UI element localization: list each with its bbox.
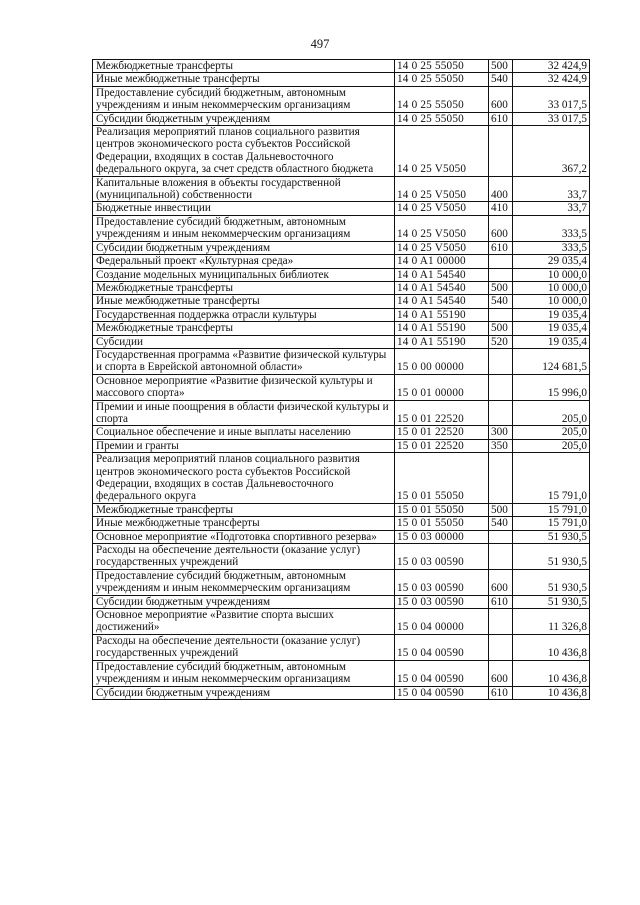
expense-name-cell: Государственная программа «Развитие физической культуры и спорта в Еврейской автономной области»: [93, 348, 395, 374]
target-code-cell: 14 0 A1 55190: [395, 322, 489, 335]
target-code-cell: 15 0 03 00590: [395, 544, 489, 570]
table-row: [93, 295, 590, 308]
table-row: [93, 112, 590, 125]
amount-cell: 205,0: [513, 439, 590, 452]
target-code-cell: 15 0 01 55050: [395, 453, 489, 504]
amount-cell: 19 035,4: [513, 335, 590, 348]
target-code-cell: 14 0 A1 00000: [395, 255, 489, 268]
expense-type-cell: [489, 400, 513, 426]
expense-type-cell: 350: [489, 439, 513, 452]
expense-type-cell: 600: [489, 569, 513, 595]
expense-name-cell: Субсидии бюджетным учреждениям: [93, 686, 395, 699]
budget-table: [92, 59, 590, 700]
table-row: [93, 176, 590, 202]
table-row: [93, 86, 590, 112]
table-row: [93, 281, 590, 294]
target-code-cell: 14 0 25 55050: [395, 60, 489, 73]
expense-type-cell: 300: [489, 426, 513, 439]
table-row: [93, 126, 590, 177]
amount-cell: 33,7: [513, 202, 590, 215]
table-row: [93, 215, 590, 241]
expense-name-cell: Субсидии: [93, 335, 395, 348]
target-code-cell: 15 0 04 00590: [395, 686, 489, 699]
target-code-cell: 15 0 01 22520: [395, 439, 489, 452]
expense-type-cell: 610: [489, 241, 513, 254]
expense-name-cell: Межбюджетные трансферты: [93, 322, 395, 335]
target-code-cell: 15 0 03 00590: [395, 595, 489, 608]
table-row: [93, 503, 590, 516]
expense-name-cell: Премии и гранты: [93, 439, 395, 452]
expense-type-cell: 600: [489, 86, 513, 112]
expense-name-cell: Иные межбюджетные трансферты: [93, 295, 395, 308]
expense-type-cell: [489, 268, 513, 281]
expense-type-cell: 600: [489, 215, 513, 241]
amount-cell: 333,5: [513, 215, 590, 241]
expense-name-cell: Реализация мероприятий планов социального развития центров экономического роста субъектов Российской Федерации, входящих в состав Дальневосточного федерального округа, за счет средств областного бюджета: [93, 126, 395, 177]
table-row: [93, 634, 590, 660]
table-row: [93, 530, 590, 543]
expense-type-cell: 540: [489, 295, 513, 308]
amount-cell: 10 436,8: [513, 660, 590, 686]
target-code-cell: 15 0 01 22520: [395, 426, 489, 439]
amount-cell: 10 000,0: [513, 295, 590, 308]
expense-name-cell: Премии и иные поощрения в области физической культуры и спорта: [93, 400, 395, 426]
table-row: [93, 268, 590, 281]
expense-type-cell: 500: [489, 60, 513, 73]
amount-cell: 19 035,4: [513, 322, 590, 335]
amount-cell: 205,0: [513, 400, 590, 426]
table-row: [93, 569, 590, 595]
table-row: [93, 686, 590, 699]
expense-name-cell: Субсидии бюджетным учреждениям: [93, 241, 395, 254]
table-row: [93, 453, 590, 504]
expense-type-cell: [489, 634, 513, 660]
target-code-cell: 14 0 A1 55190: [395, 335, 489, 348]
expense-name-cell: Межбюджетные трансферты: [93, 60, 395, 73]
expense-type-cell: [489, 453, 513, 504]
target-code-cell: 14 0 A1 54540: [395, 281, 489, 294]
budget-table-body: [93, 60, 590, 700]
expense-name-cell: Бюджетные инвестиции: [93, 202, 395, 215]
amount-cell: 15 791,0: [513, 503, 590, 516]
expense-type-cell: 600: [489, 660, 513, 686]
expense-name-cell: Капитальные вложения в объекты государственной (муниципальной) собственности: [93, 176, 395, 202]
amount-cell: 51 930,5: [513, 569, 590, 595]
expense-type-cell: 610: [489, 112, 513, 125]
amount-cell: 19 035,4: [513, 308, 590, 321]
expense-type-cell: 500: [489, 322, 513, 335]
amount-cell: 15 791,0: [513, 517, 590, 530]
expense-name-cell: Создание модельных муниципальных библиотек: [93, 268, 395, 281]
expense-type-cell: 410: [489, 202, 513, 215]
expense-type-cell: [489, 609, 513, 635]
amount-cell: 205,0: [513, 426, 590, 439]
table-row: [93, 544, 590, 570]
expense-name-cell: Межбюджетные трансферты: [93, 281, 395, 294]
table-row: [93, 609, 590, 635]
amount-cell: 11 326,8: [513, 609, 590, 635]
table-row: [93, 660, 590, 686]
expense-type-cell: 500: [489, 503, 513, 516]
target-code-cell: 15 0 04 00000: [395, 609, 489, 635]
expense-type-cell: 520: [489, 335, 513, 348]
table-row: [93, 308, 590, 321]
expense-type-cell: 500: [489, 281, 513, 294]
expense-name-cell: Основное мероприятие «Развитие спорта высших достижений»: [93, 609, 395, 635]
expense-name-cell: Предоставление субсидий бюджетным, автономным учреждениям и иным некоммерческим организациям: [93, 86, 395, 112]
amount-cell: 367,2: [513, 126, 590, 177]
expense-name-cell: Основное мероприятие «Подготовка спортивного резерва»: [93, 530, 395, 543]
expense-name-cell: Субсидии бюджетным учреждениям: [93, 595, 395, 608]
table-row: [93, 202, 590, 215]
expense-type-cell: [489, 374, 513, 400]
target-code-cell: 15 0 01 55050: [395, 517, 489, 530]
target-code-cell: 14 0 25 V5050: [395, 215, 489, 241]
amount-cell: 33 017,5: [513, 86, 590, 112]
table-row: [93, 73, 590, 86]
amount-cell: 10 000,0: [513, 281, 590, 294]
expense-type-cell: [489, 255, 513, 268]
target-code-cell: 14 0 25 V5050: [395, 241, 489, 254]
expense-type-cell: 400: [489, 176, 513, 202]
table-row: [93, 241, 590, 254]
expense-type-cell: 610: [489, 686, 513, 699]
target-code-cell: 14 0 25 55050: [395, 112, 489, 125]
amount-cell: 51 930,5: [513, 544, 590, 570]
target-code-cell: 15 0 01 55050: [395, 503, 489, 516]
expense-type-cell: [489, 308, 513, 321]
target-code-cell: 15 0 01 00000: [395, 374, 489, 400]
amount-cell: 333,5: [513, 241, 590, 254]
page-number: 497: [310, 37, 330, 51]
expense-type-cell: 540: [489, 73, 513, 86]
amount-cell: 33,7: [513, 176, 590, 202]
expense-name-cell: Расходы на обеспечение деятельности (оказание услуг) государственных учреждений: [93, 634, 395, 660]
expense-name-cell: Социальное обеспечение и иные выплаты населению: [93, 426, 395, 439]
table-row: [93, 322, 590, 335]
target-code-cell: 14 0 A1 55190: [395, 308, 489, 321]
expense-name-cell: Иные межбюджетные трансферты: [93, 517, 395, 530]
table-row: [93, 335, 590, 348]
target-code-cell: 15 0 01 22520: [395, 400, 489, 426]
target-code-cell: 14 0 25 V5050: [395, 176, 489, 202]
table-row: [93, 255, 590, 268]
target-code-cell: 14 0 25 55050: [395, 86, 489, 112]
expense-name-cell: Реализация мероприятий планов социального развития центров экономического роста субъектов Российской Федерации, входящих в состав Дальневосточного федерального округа: [93, 453, 395, 504]
table-row: [93, 426, 590, 439]
expense-type-cell: [489, 544, 513, 570]
table-row: [93, 439, 590, 452]
target-code-cell: 15 0 03 00590: [395, 569, 489, 595]
table-row: [93, 60, 590, 73]
expense-type-cell: 540: [489, 517, 513, 530]
amount-cell: 10 436,8: [513, 634, 590, 660]
amount-cell: 29 035,4: [513, 255, 590, 268]
expense-type-cell: [489, 348, 513, 374]
expense-name-cell: Государственная поддержка отрасли культуры: [93, 308, 395, 321]
amount-cell: 51 930,5: [513, 530, 590, 543]
expense-name-cell: Федеральный проект «Культурная среда»: [93, 255, 395, 268]
expense-name-cell: Предоставление субсидий бюджетным, автономным учреждениям и иным некоммерческим организациям: [93, 215, 395, 241]
target-code-cell: 15 0 04 00590: [395, 634, 489, 660]
table-row: [93, 595, 590, 608]
target-code-cell: 14 0 25 55050: [395, 73, 489, 86]
expense-name-cell: Межбюджетные трансферты: [93, 503, 395, 516]
amount-cell: 10 436,8: [513, 686, 590, 699]
target-code-cell: 14 0 25 V5050: [395, 202, 489, 215]
table-row: [93, 517, 590, 530]
target-code-cell: 15 0 03 00000: [395, 530, 489, 543]
expense-name-cell: Основное мероприятие «Развитие физической культуры и массового спорта»: [93, 374, 395, 400]
amount-cell: 124 681,5: [513, 348, 590, 374]
expense-type-cell: 610: [489, 595, 513, 608]
amount-cell: 32 424,9: [513, 73, 590, 86]
expense-name-cell: Иные межбюджетные трансферты: [93, 73, 395, 86]
target-code-cell: 14 0 A1 54540: [395, 268, 489, 281]
table-row: [93, 374, 590, 400]
expense-name-cell: Предоставление субсидий бюджетным, автономным учреждениям и иным некоммерческим организациям: [93, 660, 395, 686]
target-code-cell: 15 0 00 00000: [395, 348, 489, 374]
expense-type-cell: [489, 126, 513, 177]
amount-cell: 10 000,0: [513, 268, 590, 281]
amount-cell: 32 424,9: [513, 60, 590, 73]
expense-name-cell: Субсидии бюджетным учреждениям: [93, 112, 395, 125]
target-code-cell: 14 0 A1 54540: [395, 295, 489, 308]
amount-cell: 15 996,0: [513, 374, 590, 400]
amount-cell: 15 791,0: [513, 453, 590, 504]
table-row: [93, 400, 590, 426]
table-row: [93, 348, 590, 374]
amount-cell: 33 017,5: [513, 112, 590, 125]
expense-name-cell: Расходы на обеспечение деятельности (оказание услуг) государственных учреждений: [93, 544, 395, 570]
target-code-cell: 14 0 25 V5050: [395, 126, 489, 177]
amount-cell: 51 930,5: [513, 595, 590, 608]
expense-type-cell: [489, 530, 513, 543]
target-code-cell: 15 0 04 00590: [395, 660, 489, 686]
expense-name-cell: Предоставление субсидий бюджетным, автономным учреждениям и иным некоммерческим организациям: [93, 569, 395, 595]
